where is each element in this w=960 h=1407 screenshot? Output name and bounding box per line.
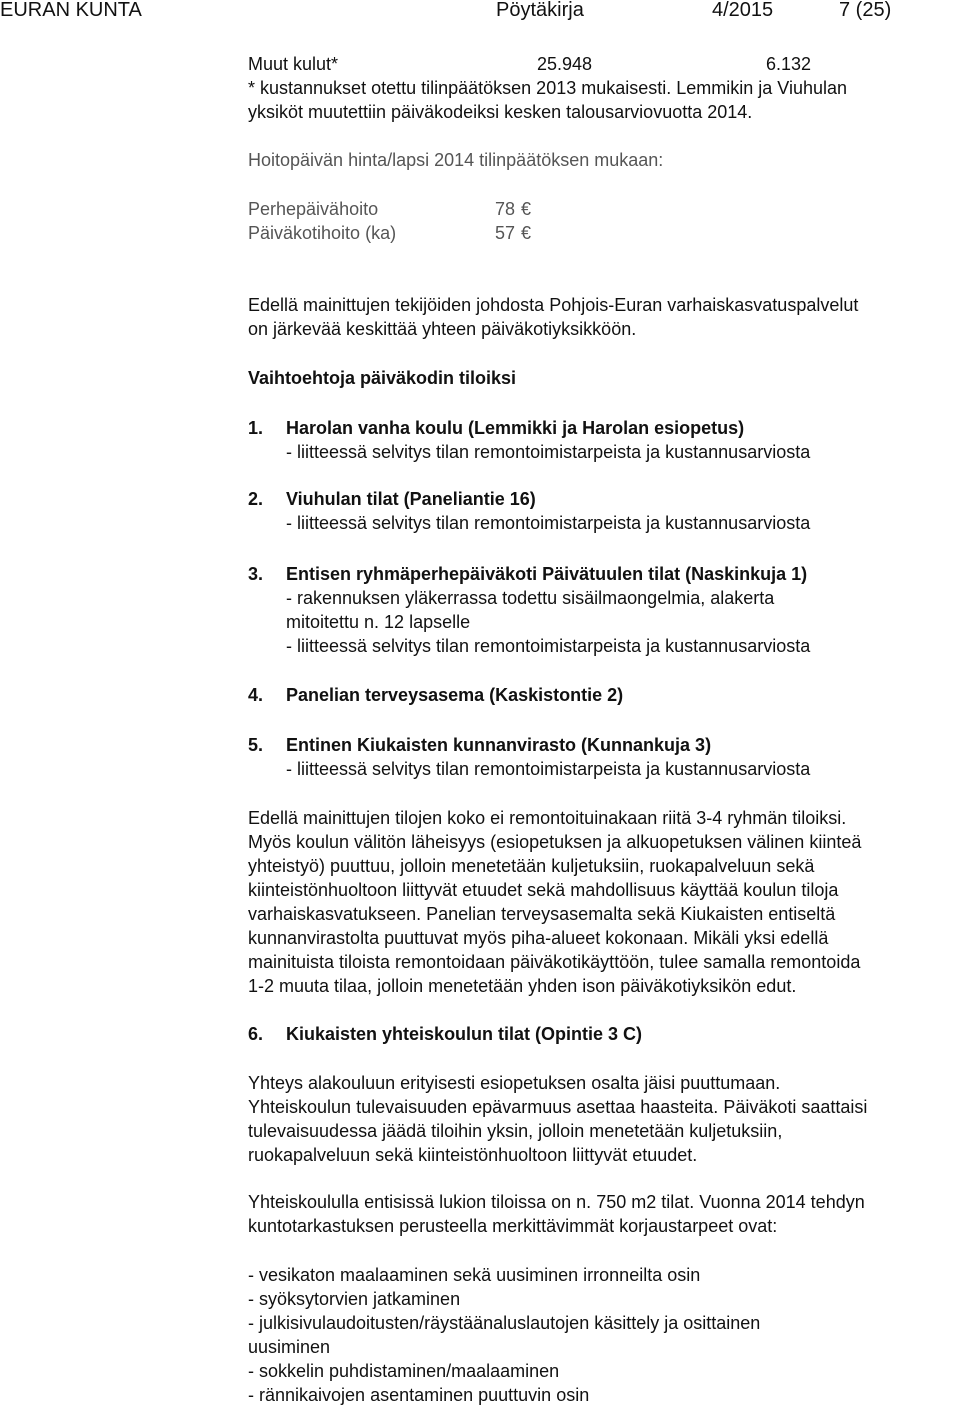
alternative-detail: - liitteessä selvitys tilan remontoimistarpeista ja kustannusarviosta xyxy=(286,513,811,533)
alternative-title: Kiukaisten yhteiskoulun tilat (Opintie 3 C) xyxy=(286,1024,643,1044)
paragraph-line: Yhteiskoululla entisissä lukion tiloissa on n. 750 m2 tilat. Vuonna 2014 tehdyn xyxy=(248,1192,865,1212)
daily-cost-value: 57 € xyxy=(495,223,532,243)
alternative-number: 1. xyxy=(248,418,264,438)
paragraph-line: kuntotarkastuksen perusteella merkittävimmät korjaustarpeet ovat: xyxy=(248,1216,778,1236)
alternative-detail: - liitteessä selvitys tilan remontoimistarpeista ja kustannusarviosta xyxy=(286,759,811,779)
daily-cost-heading: Hoitopäivän hinta/lapsi 2014 tilinpäätöksen mukaan: xyxy=(248,150,664,170)
alternative-title: Viuhulan tilat (Paneliantie 16) xyxy=(286,489,536,509)
paragraph-line: varhaiskasvatukseen. Panelian terveysasemalta sekä Kiukaisten entiseltä xyxy=(248,904,836,924)
repair-item: - sokkelin puhdistaminen/maalaaminen xyxy=(248,1361,560,1381)
paragraph-line: Yhteiskoulun tulevaisuuden epävarmuus asettaa haasteita. Päiväkoti saattaisi xyxy=(248,1097,868,1117)
alternative-number: 6. xyxy=(248,1024,264,1044)
alternative-detail: - liitteessä selvitys tilan remontoimistarpeista ja kustannusarviosta xyxy=(286,636,811,656)
footnote-line: yksiköt muutettiin päiväkodeiksi kesken talousarviovuotta 2014. xyxy=(248,102,753,122)
costs-label: Muut kulut* xyxy=(248,54,339,74)
costs-value-2014: 6.132 xyxy=(766,54,812,74)
alternative-title: Entisen ryhmäperhepäiväkoti Päivätuulen tilat (Naskinkuja 1) xyxy=(286,564,808,584)
paragraph-line: tulevaisuudessa jäädä tiloihin yksin, jolloin menetetään kuljetuksiin, xyxy=(248,1121,783,1141)
paragraph-line: Myös koulun välitön läheisyys (esiopetuksen ja alkuopetuksen välinen kiinteä xyxy=(248,832,862,852)
paragraph-line: ruokapalveluun sekä kiinteistönhuoltoon liittyvät etuudet. xyxy=(248,1145,698,1165)
paragraph-line: Yhteys alakouluun erityisesti esiopetuksen osalta jäisi puuttumaan. xyxy=(248,1073,781,1093)
repair-item: - vesikaton maalaaminen sekä uusiminen irronneilta osin xyxy=(248,1265,701,1285)
paragraph-line: Edellä mainittujen tilojen koko ei remontoituinakaan riitä 3-4 ryhmän tiloiksi. xyxy=(248,808,847,828)
euro-symbol: € xyxy=(521,223,532,243)
alternative-title: Harolan vanha koulu (Lemmikki ja Harolan esiopetus) xyxy=(286,418,745,438)
repair-item: - syöksytorvien jatkaminen xyxy=(248,1289,461,1309)
paragraph-line: 1-2 muuta tilaa, jolloin menetetään yhden ison päiväkotiyksikön edut. xyxy=(248,976,797,996)
alternative-title: Panelian terveysasema (Kaskistontie 2) xyxy=(286,685,624,705)
alternative-number: 5. xyxy=(248,735,264,755)
paragraph-line: mainituista tiloista remontoidaan päiväkotikäyttöön, tulee samalla remontoida xyxy=(248,952,861,972)
daily-cost-label: Päiväkotihoito (ka) xyxy=(248,223,397,243)
page-number: 7 (25) xyxy=(839,0,892,21)
footnote-line: * kustannukset otettu tilinpäätöksen 2013 mukaisesti. Lemmikin ja Viuhulan xyxy=(248,78,848,98)
alternative-number: 4. xyxy=(248,685,264,705)
alternative-number: 3. xyxy=(248,564,264,584)
alternative-number: 2. xyxy=(248,489,264,509)
alternative-detail: - rakennuksen yläkerrassa todettu sisäilmaongelmia, alakerta xyxy=(286,588,775,608)
organization-name: EURAN KUNTA xyxy=(0,0,142,21)
repair-item: - rännikaivojen asentaminen puuttuvin osin xyxy=(248,1385,590,1405)
alternative-detail: mitoitettu n. 12 lapselle xyxy=(286,612,471,632)
alternative-detail: - liitteessä selvitys tilan remontoimistarpeista ja kustannusarviosta xyxy=(286,442,811,462)
document-number: 4/2015 xyxy=(712,0,774,21)
paragraph-line: yhteistyö) puuttuu, jolloin menetetään kuljetuksiin, ruokapalveluun sekä xyxy=(248,856,815,876)
paragraph-line: kiinteistönhuoltoon liittyvät etuudet sekä mahdollisuus käyttää koulun tiloja xyxy=(248,880,839,900)
intro-line: on järkevää keskittää yhteen päiväkotiyksikköön. xyxy=(248,319,637,339)
paragraph-line: kunnanvirastolta puuttuvat myös piha-alueet kokonaan. Mikäli yksi edellä xyxy=(248,928,829,948)
repair-item: uusiminen xyxy=(248,1337,331,1357)
document-type: Pöytäkirja xyxy=(496,0,584,21)
daily-cost-value: 78 € xyxy=(495,199,532,219)
section-heading: Vaihtoehtoja päiväkodin tiloiksi xyxy=(248,368,517,388)
costs-value-2013: 25.948 xyxy=(537,54,593,74)
intro-line: Edellä mainittujen tekijöiden johdosta Pohjois-Euran varhaiskasvatuspalvelut xyxy=(248,295,859,315)
alternative-title: Entinen Kiukaisten kunnanvirasto (Kunnankuja 3) xyxy=(286,735,712,755)
euro-symbol: € xyxy=(521,199,532,219)
daily-cost-label: Perhepäivähoito xyxy=(248,199,379,219)
repair-item: - julkisivulaudoitusten/räystäänaluslautojen käsittely ja osittainen xyxy=(248,1313,761,1333)
